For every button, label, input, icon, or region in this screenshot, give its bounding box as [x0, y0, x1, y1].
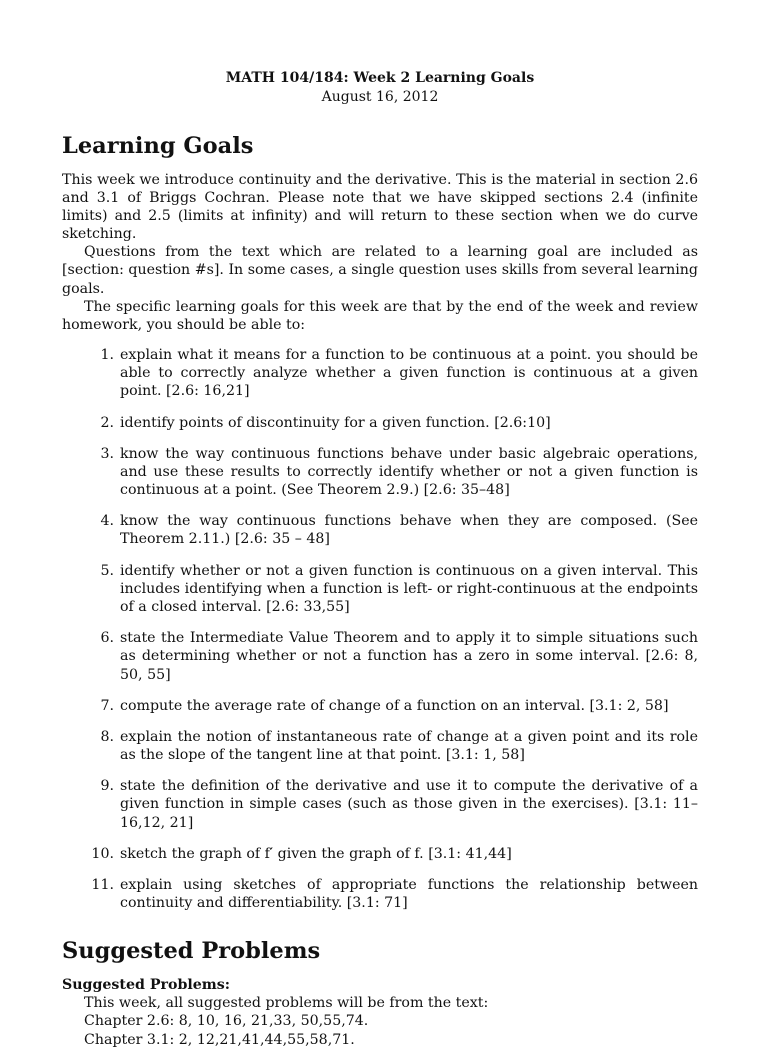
document-title: MATH 104/184: Week 2 Learning Goals — [225, 70, 535, 86]
goal-text: know the way continuous functions behave under basic algebraic operations, and use these results to correctly identify whether or not a given function is continuous at a point. (See Theorem 2.9.) [2.6: 35–48] — [120, 445, 698, 499]
goal-item — [62, 629, 698, 684]
learning-goals-heading: Learning Goals — [62, 132, 254, 159]
intro-paragraph: Questions from the text which are related to a learning goal are included as [section: question #s]. In some cases, a single question uses skills from several learning goals. — [62, 244, 698, 297]
goal-number: 11. — [91, 876, 114, 893]
goal-text: identify points of discontinuity for a given function. [2.6:10] — [120, 414, 551, 431]
suggested-problems-subheading: Suggested Problems: — [62, 976, 231, 993]
goal-text: explain the notion of instantaneous rate of change at a given point and its role as the slope of the tangent line at that point. [3.1: 1, 58] — [120, 728, 698, 764]
suggested-line: Chapter 3.1: 2, 12,21,41,44,55,58,71. — [84, 1031, 355, 1048]
goal-item — [62, 562, 698, 617]
document-date: August 16, 2012 — [321, 88, 439, 105]
goal-text: state the Intermediate Value Theorem and to apply it to simple situations such as determining whether or not a function has a zero in some interval. [2.6: 8, 50, 55] — [120, 630, 698, 683]
goal-text: sketch the graph of f′ given the graph of f. [3.1: 41,44] — [120, 845, 512, 862]
goal-number: 3. — [100, 445, 114, 462]
goal-number: 4. — [100, 513, 114, 530]
goal-item — [62, 777, 698, 832]
goal-number: 2. — [100, 414, 114, 431]
goal-item — [62, 445, 698, 500]
goal-text: explain what it means for a function to be continuous at a point. you should be able to correctly analyze whether a given function is continuous at a given point. [2.6: 16,21] — [120, 347, 698, 400]
learning-goals-list — [62, 346, 698, 912]
suggested-problems-heading: Suggested Problems — [62, 938, 321, 965]
goal-item — [62, 845, 698, 863]
goal-text: compute the average rate of change of a function on an interval. [3.1: 2, 58] — [120, 697, 669, 714]
goal-number: 1. — [100, 347, 114, 364]
goal-text: explain using sketches of appropriate functions the relationship between continuity and differentiability. [3.1: 71] — [120, 876, 698, 912]
goal-number: 8. — [100, 728, 114, 745]
goal-number: 10. — [91, 845, 114, 862]
goal-number: 5. — [100, 562, 114, 579]
goal-text: know the way continuous functions behave when they are composed. (See Theorem 2.11.) [2.6: 35 – 48] — [120, 513, 698, 548]
suggested-line: This week, all suggested problems will be from the text: — [84, 995, 489, 1012]
intro-paragraph: The specific learning goals for this week are that by the end of the week and review homework, you should be able to: — [62, 298, 698, 333]
goal-item — [62, 728, 698, 764]
goal-number: 7. — [100, 697, 114, 714]
goal-item — [62, 346, 698, 401]
goal-text: identify whether or not a given function is continuous on a given interval. This includes identifying when a function is left- or right-continuous at the endpoints of a closed interval. [2.6: 33,55] — [120, 562, 698, 615]
intro-paragraph: This week we introduce continuity and the derivative. This is the material in section 2.6 and 3.1 of Briggs Cochran. Please note that we have skipped sections 2.4 (infinite limits) and 2.5 (limits at infinity) and will return to these section when we do curve sketching. — [62, 171, 698, 243]
suggested-line: Chapter 2.6: 8, 10, 16, 21,33, 50,55,74. — [84, 1013, 369, 1030]
goal-number: 6. — [100, 630, 114, 647]
goal-item — [62, 512, 698, 548]
goal-item — [62, 697, 698, 715]
goal-text: state the definition of the derivative and use it to compute the derivative of a given function in simple cases (such as those given in the exercises). [3.1: 11– 16,12, 21] — [120, 778, 698, 831]
goal-item — [62, 414, 698, 432]
goal-item — [62, 876, 698, 912]
goal-number: 9. — [100, 778, 114, 795]
document-header — [62, 0, 698, 107]
